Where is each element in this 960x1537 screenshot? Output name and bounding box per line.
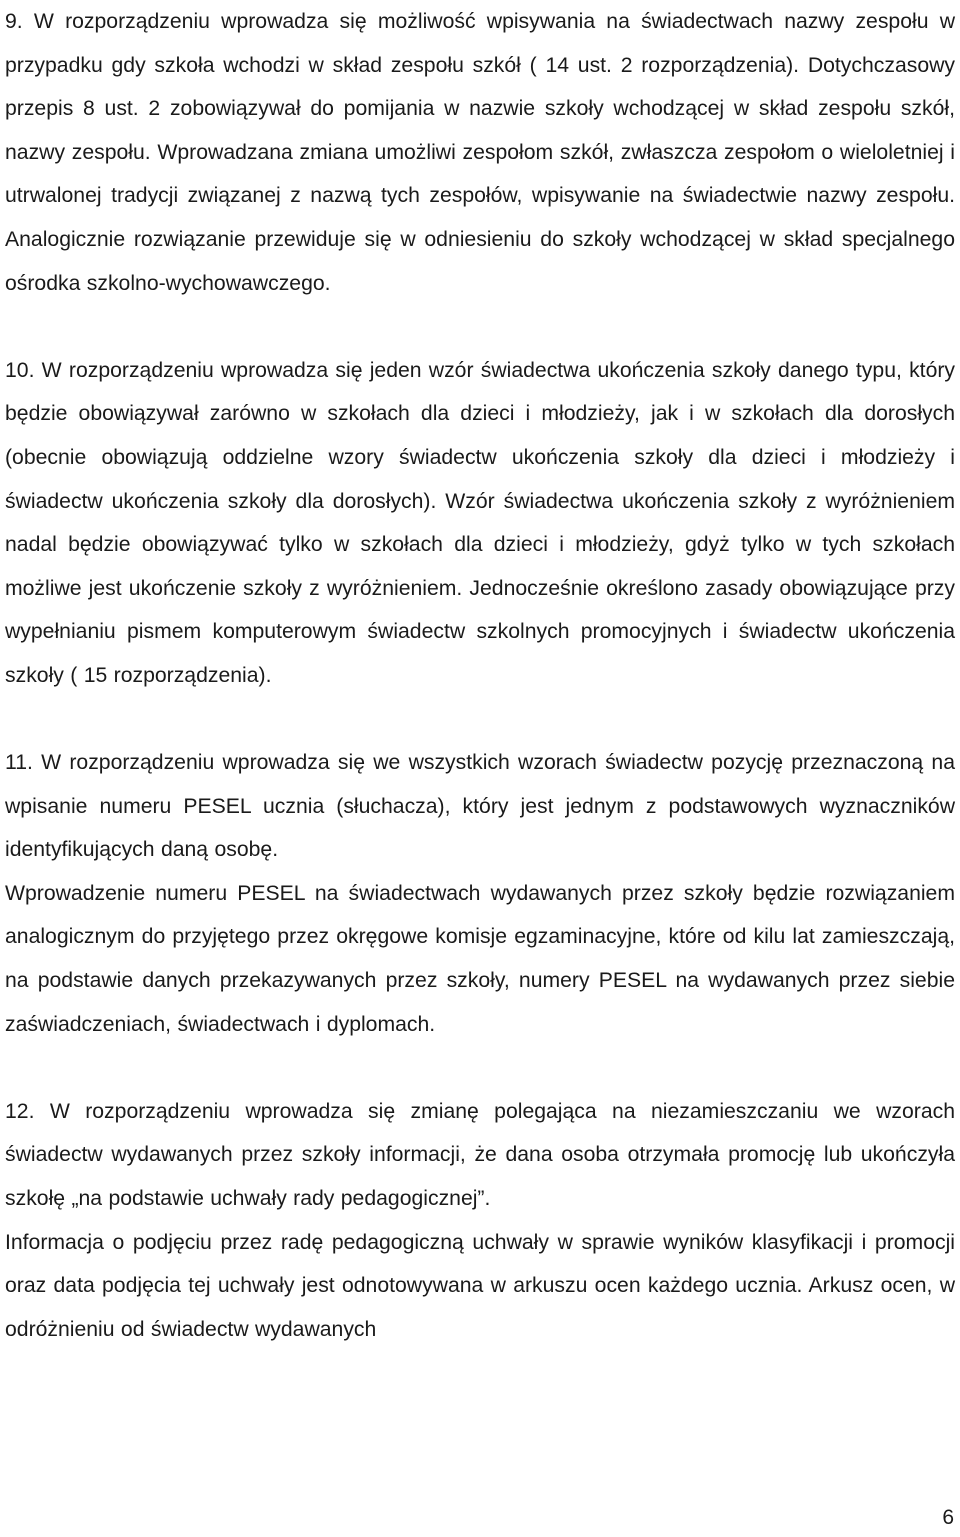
paragraph-gap — [5, 305, 955, 349]
paragraph-12-continuation: Informacja o podjęciu przez radę pedagogiczną uchwały w sprawie wyników klasyfikacji i promocji oraz data podjęcia tej uchwały jest odnotowywana w arkuszu ocen każdego ucznia. Arkusz ocen, w odróżnieniu od świadectw wydawanych — [5, 1230, 955, 1341]
paragraph-12: 12. W rozporządzeniu wprowadza się zmianę polegająca na niezamieszczaniu we wzorach świadectw wydawanych przez szkoły informacji, że dana osoba otrzymała promocję lub ukończyła szkołę „na podstawie uchwały rady pedagogicznej”. — [5, 1099, 955, 1211]
page-number: 6 — [942, 1506, 954, 1529]
paragraph-11-continuation: Wprowadzenie numeru PESEL na świadectwach wydawanych przez szkoły będzie rozwiązaniem analogicznym do przyjętego przez okręgowe komisje egzaminacyjne, które od kilu lat zamieszczają, na podstawie danych przekazywanych przez szkoły, numery PESEL na wydawanych przez siebie zaświadczeniach, świadectwach i dyplomach. — [5, 881, 955, 1036]
document-page — [5, 0, 955, 1351]
paragraph-gap — [5, 698, 955, 742]
paragraph-9: 9. W rozporządzeniu wprowadza się możliwość wpisywania na świadectwach nazwy zespołu w przypadku gdy szkoła wchodzi w skład zespołu szkół ( 14 ust. 2 rozporządzenia). Dotychczasowy przepis 8 ust. 2 zobowiązywał do pomijania w nazwie szkoły wchodzącej w skład zespołu szkół, nazwy zespołu. Wprowadzana zmiana umożliwi zespołom szkół, zwłaszcza zespołom o wieloletniej i utrwalonej tradycji związanej z nazwą tych zespołów, wpisywanie na świadectwie nazwy zespołu. Analogicznie rozwiązanie przewiduje się w odniesieniu do szkoły wchodzącej w skład specjalnego ośrodka szkolno-wychowawczego. — [5, 10, 955, 295]
paragraph-10: 10. W rozporządzeniu wprowadza się jeden wzór świadectwa ukończenia szkoły danego typu, który będzie obowiązywał zarówno w szkołach dla dzieci i młodzieży, jak i w szkołach dla dorosłych (obecnie obowiązują oddzielne wzory świadectw ukończenia szkoły dla dzieci i młodzieży i świadectw ukończenia szkoły dla dorosłych). Wzór świadectwa ukończenia szkoły z wyróżnieniem nadal będzie obowiązywać tylko w szkołach dla dzieci i młodzieży, gdyż tylko w tych szkołach możliwe jest ukończenie szkoły z wyróżnieniem. Jednocześnie określono zasady obowiązujące przy wypełnianiu pismem komputerowym świadectw szkolnych promocyjnych i świadectw ukończenia szkoły ( 15 rozporządzenia). — [5, 358, 955, 687]
paragraph-gap — [5, 1046, 955, 1090]
paragraph-11: 11. W rozporządzeniu wprowadza się we wszystkich wzorach świadectw pozycję przeznaczoną na wpisanie numeru PESEL ucznia (słuchacza), który jest jednym z podstawowych wyznaczników identyfikujących daną osobę. — [5, 751, 955, 862]
